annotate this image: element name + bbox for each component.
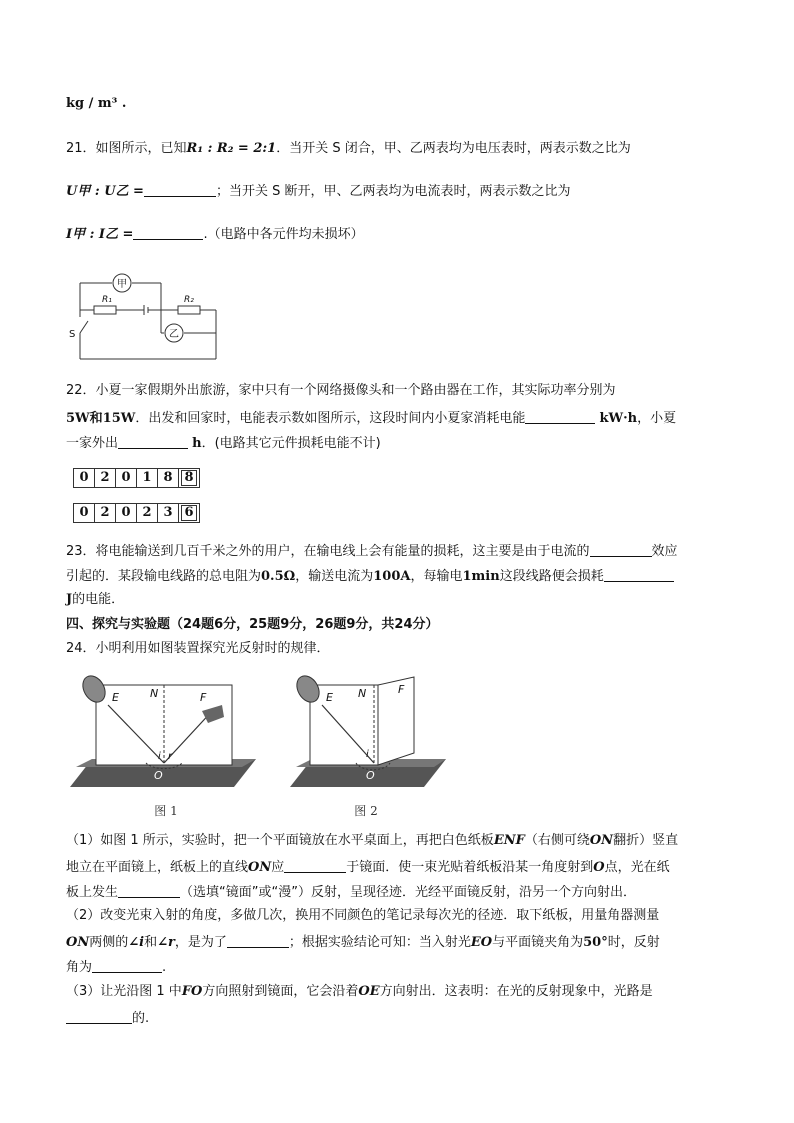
q23-line3: [66, 592, 124, 608]
figure-1-caption: 图 1: [154, 804, 178, 817]
figure-2-caption: 图 2: [354, 804, 378, 817]
q22-line3-text: 一家外出: [66, 436, 119, 451]
q21-u-ratio-label: U甲 : U乙 =: [66, 184, 144, 199]
circuit-diagram: [66, 265, 226, 365]
q24-answer-blank-2[interactable]: [118, 883, 180, 898]
q24-p1-text3: 翻折）竖直: [613, 833, 679, 848]
q24-p1-l2-text: 地立在平面镜上，纸板上的直线: [66, 860, 249, 875]
q22-line1: 22．小夏一家假期外出旅游，家中只有一个网络摄像头和一个路由器在工作，其实际功率分别为: [66, 383, 616, 398]
label-r: r: [168, 751, 173, 762]
q24-oe: OE: [358, 984, 380, 999]
meter2-digit: 2: [137, 504, 158, 522]
q24-p2-text4: ；根据实验结论可知：当入射光: [288, 935, 471, 950]
q24-p3-l2-end: 的.: [132, 1011, 150, 1026]
q24-p2-l3-end: .: [162, 960, 167, 975]
section-heading: 四、探究与实验题（24题6分，25题9分，26题9分，共24分）: [66, 617, 439, 632]
meter1-digit: 0: [74, 469, 95, 487]
q21-line2-text: ；当开关 S 断开，甲、乙两表均为电流表时，两表示数之比为: [215, 184, 571, 199]
q22-line2-end: ，小夏: [637, 411, 677, 426]
q24-answer-blank-5[interactable]: [66, 1009, 132, 1024]
q21-answer-blank-2[interactable]: [133, 225, 203, 240]
label-e: E: [112, 691, 119, 704]
q24-answer-blank-1[interactable]: [284, 858, 346, 873]
q22-answer-blank-2[interactable]: [118, 434, 188, 449]
q24-p2-line1: （2）改变光束入射的角度，多做几次，换用不同颜色的笔记录每次光的径迹．取下纸板，用量角器测量: [66, 908, 660, 923]
meter2-digit: 3: [158, 504, 179, 522]
q24-angle-50: 50°: [583, 935, 608, 950]
meter2-decimal-digit: [179, 504, 199, 522]
label-i: i: [158, 751, 161, 762]
q24-p1-line3: [66, 883, 636, 901]
q22-line3-end: ．(电路其它元件损耗电能不计): [201, 436, 381, 451]
q24-angle-i: ∠i: [128, 935, 145, 950]
q22-line2-text: ．出发和回家时，电能表示数如图所示，这段时间内小夏家消耗电能: [135, 411, 526, 426]
q23-answer-blank-1[interactable]: [590, 542, 652, 557]
q24-p2-line3: [66, 958, 166, 976]
q23-line2-text4: 这段线路便会损耗: [499, 569, 604, 584]
q24-p3-text: （3）让光沿图 1 中: [66, 984, 182, 999]
r1-label: R₁: [102, 295, 112, 305]
q21-line1: [66, 141, 631, 157]
q22-answer-blank-1[interactable]: [525, 409, 595, 424]
q24-on: ON: [248, 860, 272, 875]
q24-eo: EO: [470, 935, 493, 950]
q23-unit-j: J: [66, 592, 73, 607]
label-i: i: [366, 749, 369, 760]
figure-1-diagram: [66, 667, 266, 817]
q24-answer-blank-4[interactable]: [92, 958, 162, 973]
q24-answer-blank-3[interactable]: [227, 933, 289, 948]
q23-line2: [66, 567, 674, 585]
label-n: N: [358, 687, 367, 700]
meter1-decimal-digit: [179, 469, 199, 487]
q24-on: ON: [589, 833, 614, 848]
q23-time: 1min: [462, 569, 500, 584]
q24-fo: FO: [181, 984, 203, 999]
q23-line1: [66, 542, 678, 560]
q24-p2-text2: 和: [144, 935, 158, 950]
q23-line2-text3: ，每输电: [410, 569, 463, 584]
q24-p2-text5: 与平面镜夹角为: [492, 935, 584, 950]
q23-line3-text: 的电能．: [72, 592, 125, 607]
q22-line3: [66, 434, 381, 452]
meter2-digit: 2: [95, 504, 116, 522]
q24-p1-l2-text3: 于镜面．使一束光贴着纸板沿某一角度射到: [346, 860, 594, 875]
q24-p1-line1: [66, 833, 678, 849]
meter1-digit: 1: [137, 469, 158, 487]
q24-p1-l3-text2: （选填“镜面”或“漫”）反射，呈现径迹．光经平面镜反射，沿另一个方向射出．: [180, 885, 636, 900]
meter1-digit: 8: [158, 469, 179, 487]
switch-label: S: [69, 329, 76, 340]
q23-line2-text: 引起的．某段输电线路的总电阻为: [66, 569, 262, 584]
q24-p1-l2-text4: 点，光在纸: [604, 860, 670, 875]
q24-p1-l3-text: 板上发生: [66, 885, 119, 900]
q22-unit-kwh: kW·h: [599, 411, 638, 426]
label-o: O: [366, 769, 375, 782]
meter2-decimal-value: 6: [181, 505, 197, 521]
q24-on: ON: [66, 935, 90, 950]
paper-board-folded: [378, 677, 414, 765]
label-f: F: [200, 691, 207, 704]
meter2-digit: 0: [116, 504, 137, 522]
r2-label: R₂: [184, 295, 194, 305]
q23-resistance: 0.5Ω: [261, 569, 296, 584]
q23-line1-end: 效应: [651, 544, 678, 559]
q24-o: O: [593, 860, 605, 875]
meter1-digit: 0: [116, 469, 137, 487]
q23-current: 100A: [373, 569, 411, 584]
q24-p2-text6: 时，反射: [607, 935, 660, 950]
q24-p3-text2: 方向照射到镜面，它会沿着: [202, 984, 359, 999]
q23-line2-text2: ，输送电流为: [295, 569, 374, 584]
unit-line: kg / m³ .: [66, 96, 127, 111]
meter-yi-label: 乙: [169, 329, 179, 340]
q23-answer-blank-2[interactable]: [604, 567, 674, 582]
q21-i-ratio-label: I甲 : I乙 =: [66, 227, 134, 242]
q24-intro: 24．小明利用如图装置探究光反射时的规律．: [66, 641, 330, 656]
meter2-digit: 0: [74, 504, 95, 522]
q21-line3-text: .（电路中各元件均未损坏）: [203, 227, 364, 242]
label-f: F: [398, 683, 405, 696]
label-n: N: [150, 687, 159, 700]
q24-p1-l2-text2: 应: [271, 860, 285, 875]
q24-p2-text3: ，是为了: [174, 935, 227, 950]
q21-line2: [66, 182, 570, 200]
q24-p2-text: 两侧的: [89, 935, 129, 950]
q21-answer-blank-1[interactable]: [144, 182, 216, 197]
meter-jia-label: 甲: [117, 279, 127, 290]
q22-line2: [66, 409, 676, 427]
q24-p2-line2: [66, 933, 660, 951]
meter1-decimal-value: 8: [181, 470, 197, 486]
q24-p3-line2: [66, 1009, 149, 1027]
q24-p1-text2: （右侧可绕: [524, 833, 590, 848]
energy-meter-end: [73, 503, 200, 523]
q21-prefix: 21．如图所示，已知: [66, 141, 187, 156]
energy-meter-start: [73, 468, 200, 488]
q24-enf: ENF: [493, 833, 525, 848]
q24-p1-text: （1）如图 1 所示，实验时，把一个平面镜放在水平桌面上，再把白色纸板: [66, 833, 494, 848]
label-o: O: [154, 769, 163, 782]
q22-unit-h: h: [192, 436, 202, 451]
meter1-digit: 2: [95, 469, 116, 487]
q24-p3-line1: [66, 984, 653, 1000]
q24-angle-r: ∠r: [157, 935, 175, 950]
label-e: E: [326, 691, 333, 704]
q22-powers: 5W和15W: [66, 411, 136, 426]
q24-p3-text3: 方向射出．这表明：在光的反射现象中，光路是: [379, 984, 653, 999]
q23-line1-text: 23．将电能输送到几百千米之外的用户，在输电线上会有能量的损耗，这主要是由于电流的: [66, 544, 590, 559]
q21-line3: [66, 225, 364, 243]
q21-suffix: ．当开关 S 闭合，甲、乙两表均为电压表时，两表示数之比为: [276, 141, 631, 156]
q21-ratio: R₁ : R₂ = 2:1: [186, 141, 277, 156]
q24-p1-line2: [66, 858, 670, 876]
figure-2-diagram: [286, 667, 456, 817]
q24-p2-l3-text: 角为: [66, 960, 93, 975]
